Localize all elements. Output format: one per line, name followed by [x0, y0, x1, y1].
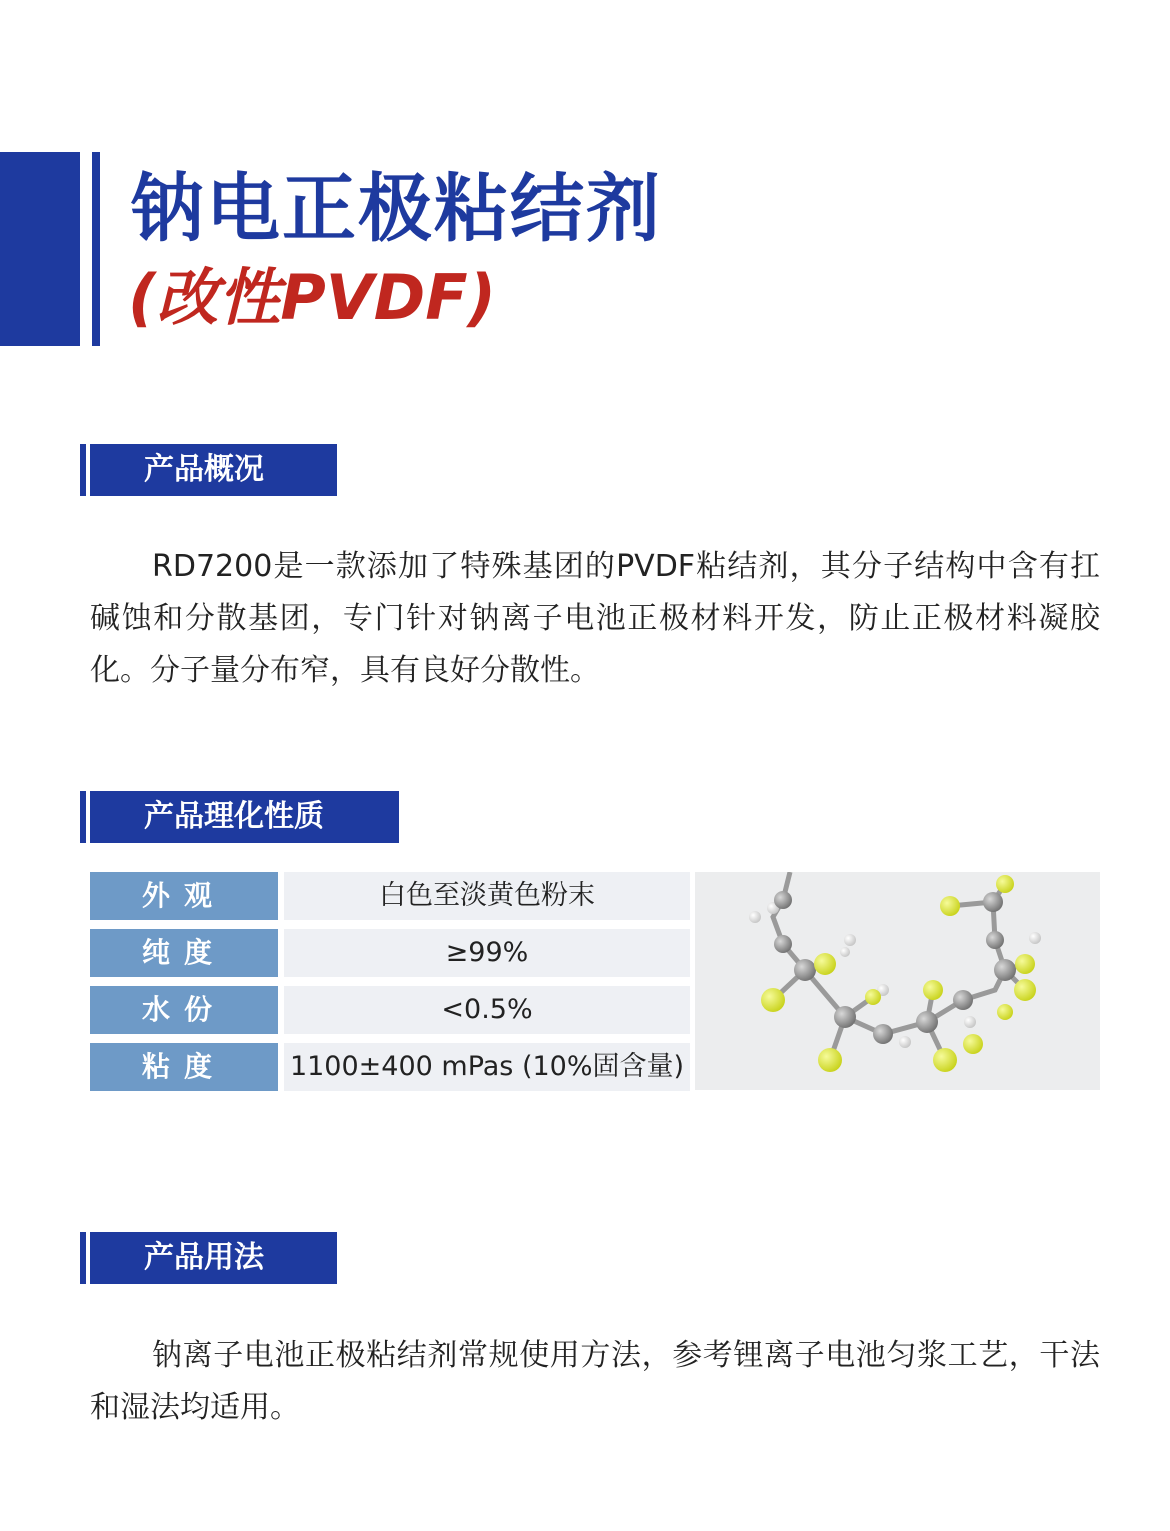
table-value: 白色至淡黄色粉末 [284, 872, 690, 920]
section-header-accent [80, 1232, 86, 1284]
table-value: 1100±400 mPas (10%固含量) [284, 1043, 690, 1091]
overview-paragraph: RD7200是一款添加了特殊基团的PVDF粘结剂，其分子结构中含有扛碱蚀和分散基团，专门针对钠离子电池正极材料开发，防止正极材料凝胶化。分子量分布窄，具有良好分散性。 [90, 549, 1100, 688]
carbon-atoms [774, 891, 1016, 1044]
table-value: <0.5% [284, 986, 690, 1034]
section-heading: 产品理化性质 [90, 791, 399, 843]
title-accent-bar [0, 152, 80, 346]
section-header-accent [80, 791, 86, 843]
table-key: 纯度 [90, 929, 278, 977]
section-heading: 产品概况 [90, 444, 337, 496]
usage-paragraph: 钠离子电池正极粘结剂常规使用方法，参考锂离子电池匀浆工艺，干法和湿法均适用。 [90, 1338, 1100, 1425]
table-row [90, 929, 690, 977]
section-header-accent [80, 444, 86, 496]
page-title: 钠电正极粘结剂 [130, 166, 662, 252]
title-accent-line [92, 152, 100, 346]
table-row [90, 872, 690, 920]
table-key: 外观 [90, 872, 278, 920]
page-subtitle: (改性PVDF) [128, 261, 496, 334]
table-row [90, 986, 690, 1034]
molecule-illustration [695, 872, 1100, 1090]
molecule-icon [695, 872, 1100, 1090]
table-value: ≥99% [284, 929, 690, 977]
table-key: 粘度 [90, 1043, 278, 1091]
table-key: 水份 [90, 986, 278, 1034]
table-row [90, 1043, 690, 1091]
section-heading: 产品用法 [90, 1232, 337, 1284]
